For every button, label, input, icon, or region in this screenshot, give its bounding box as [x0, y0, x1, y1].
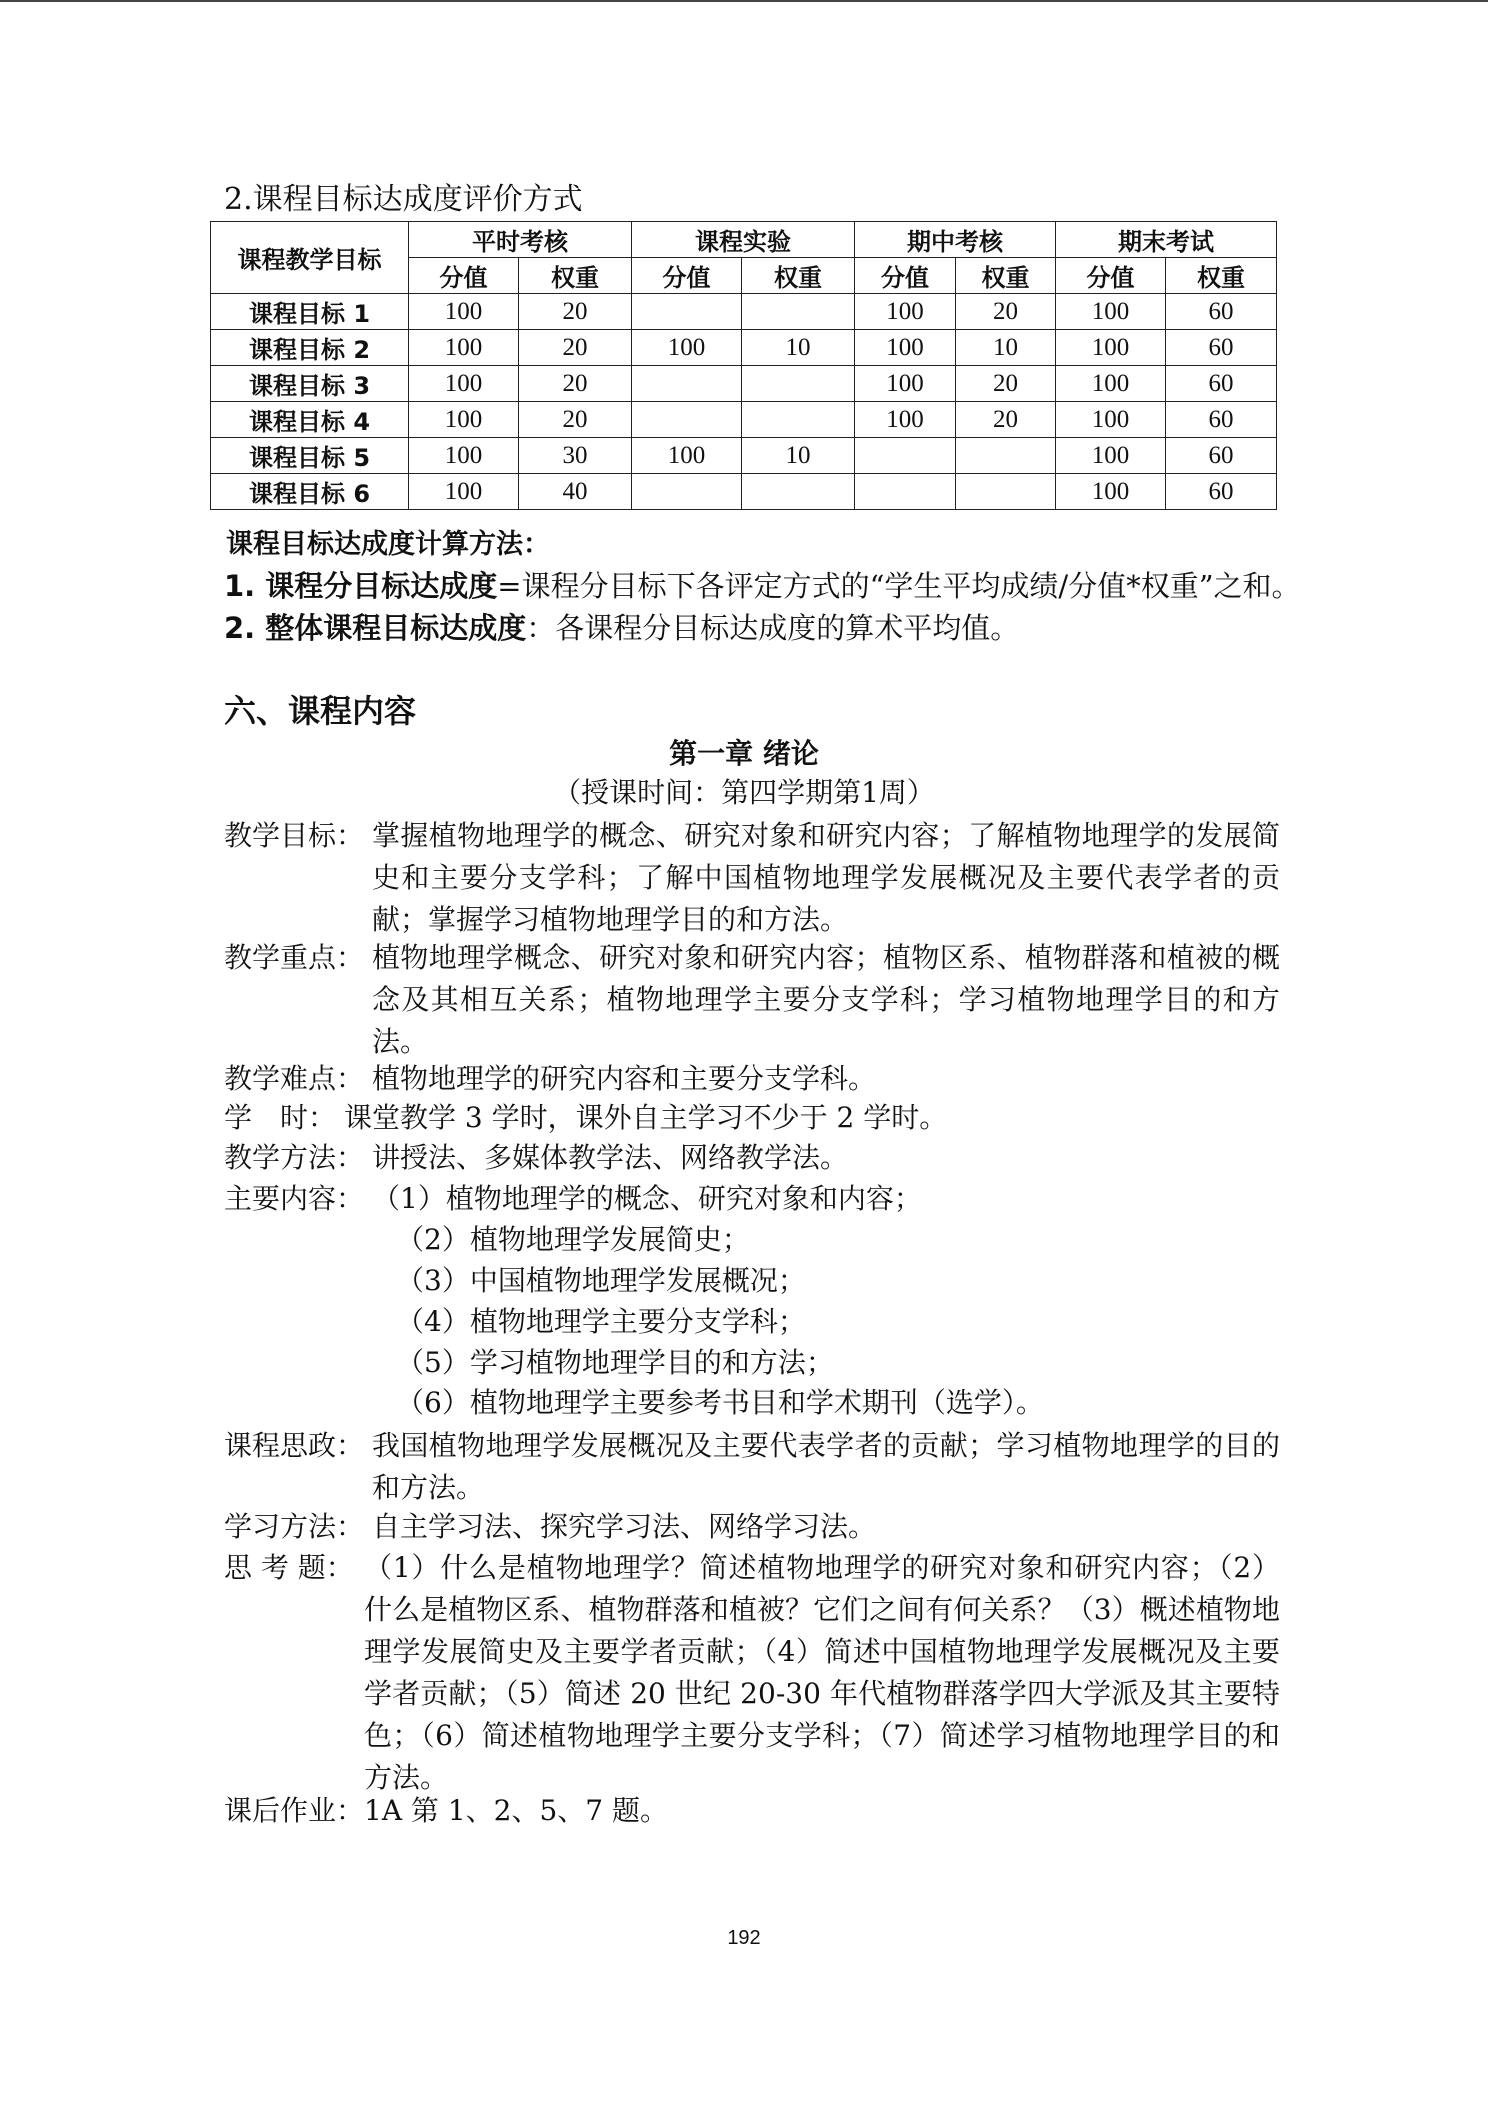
group-header-midterm: 期中考核: [855, 222, 1056, 258]
content-item: （4）植物地理学主要分支学科；: [396, 1305, 806, 1338]
table-row: [211, 330, 1277, 366]
field-value: 植物地理学概念、研究对象和研究内容；植物区系、植物群落和植被的概念及其相互关系；植物地理学主要分支学科；学习植物地理学目的和方法。: [372, 941, 1280, 1058]
table-cell: 100: [409, 366, 519, 402]
subheader-weight: 权重: [742, 258, 855, 294]
table-row: [211, 438, 1277, 474]
table-cell: [632, 474, 742, 510]
table-row: [211, 402, 1277, 438]
table-cell: 100: [1056, 402, 1166, 438]
table-cell: [632, 294, 742, 330]
table-cell: 100: [1056, 366, 1166, 402]
calc-line-2-text: ：各课程分目标达成度的算术平均值。: [526, 611, 1020, 645]
table-cell: 100: [409, 438, 519, 474]
subheader-score: 分值: [409, 258, 519, 294]
table-cell: 20: [519, 294, 632, 330]
field-label: 学习方法：: [224, 1510, 365, 1543]
table-cell: 30: [519, 438, 632, 474]
calc-line-1-term: 1. 课程分目标达成度: [224, 569, 498, 603]
subheader-score: 分值: [855, 258, 956, 294]
section-2-label: 2.课程目标达成度评价方式: [224, 182, 583, 217]
table-corner-header: 课程教学目标: [211, 222, 409, 294]
field-value: 1A 第 1、2、5、7 题。: [364, 1794, 668, 1827]
field-value: 植物地理学的研究内容和主要分支学科。: [372, 1062, 877, 1095]
table-cell: 100: [1056, 330, 1166, 366]
table-row: [211, 294, 1277, 330]
row-label: 课程目标 4: [211, 402, 409, 438]
table-cell: 20: [956, 366, 1056, 402]
calc-method-title: 课程目标达成度计算方法：: [226, 529, 550, 560]
table-cell: 20: [956, 402, 1056, 438]
field-label: 学 时：: [224, 1101, 337, 1134]
table-cell: [632, 402, 742, 438]
table-cell: [632, 366, 742, 402]
calc-line-2-term: 2. 整体课程目标达成度: [224, 611, 527, 645]
row-label: 课程目标 3: [211, 366, 409, 402]
calc-method-line-1: [224, 566, 1301, 606]
field-label: 教学目标：: [224, 819, 365, 852]
subheader-score: 分值: [632, 258, 742, 294]
table-cell: 100: [855, 294, 956, 330]
chapter-time: （授课时间：第四学期第1周）: [553, 776, 935, 809]
field-value: 课堂教学 3 学时，课外自主学习不少于 2 学时。: [344, 1101, 948, 1134]
evaluation-table: [210, 221, 1277, 510]
table-cell: 100: [409, 474, 519, 510]
table-cell: [742, 402, 855, 438]
content-item: （2）植物地理学发展简史；: [396, 1223, 750, 1256]
table-cell: 100: [1056, 474, 1166, 510]
content-item: （5）学习植物地理学目的和方法；: [396, 1346, 834, 1379]
content-item: （6）植物地理学主要参考书目和学术期刊（选学）。: [396, 1386, 1044, 1419]
row-label: 课程目标 2: [211, 330, 409, 366]
content-item: （1）植物地理学的概念、研究对象和内容；: [372, 1182, 922, 1215]
field-value: 我国植物地理学发展概况及主要代表学者的贡献；学习植物地理学的目的和方法。: [372, 1429, 1280, 1504]
field-value: （1）什么是植物地理学？简述植物地理学的研究对象和研究内容；（2）什么是植物区系、植物群落和植被？它们之间有何关系？（3）概述植物地理学发展简史及主要学者贡献；（4）简述中国植物地理学发展概况及主要学者贡献；（5）简述 20 世纪 20-30 年代植物群落学四大学派及其主要特色；（6）简述植物地理学主要分支学科；（7）简述学习植物地理学目的和方法。: [364, 1551, 1280, 1794]
page-top-border: [0, 0, 1488, 2]
page-number: 192: [727, 1927, 761, 1949]
section-6-heading: 六、课程内容: [224, 692, 417, 730]
table-cell: 100: [855, 402, 956, 438]
table-cell: 60: [1166, 438, 1277, 474]
table-cell: 100: [855, 366, 956, 402]
group-header-final: 期末考试: [1056, 222, 1277, 258]
table-cell: 100: [1056, 438, 1166, 474]
table-cell: 20: [956, 294, 1056, 330]
table-cell: [855, 438, 956, 474]
field-value: 掌握植物地理学的概念、研究对象和研究内容；了解植物地理学的发展简史和主要分支学科；了解中国植物地理学发展概况及主要代表学者的贡献；掌握学习植物地理学目的和方法。: [372, 819, 1280, 936]
table-cell: 60: [1166, 330, 1277, 366]
table-cell: 100: [409, 330, 519, 366]
table-cell: 20: [519, 402, 632, 438]
table-cell: 100: [632, 438, 742, 474]
table-cell: 20: [519, 330, 632, 366]
table-cell: [855, 474, 956, 510]
row-label: 课程目标 6: [211, 474, 409, 510]
table-cell: 60: [1166, 474, 1277, 510]
table-cell: [742, 366, 855, 402]
table-cell: 100: [1056, 294, 1166, 330]
field-label: 主要内容：: [224, 1182, 365, 1215]
table-cell: [956, 474, 1056, 510]
table-cell: 100: [632, 330, 742, 366]
subheader-weight: 权重: [1166, 258, 1277, 294]
calc-line-1-text: =课程分目标下各评定方式的“学生平均成绩/分值*权重”之和。: [497, 569, 1301, 603]
table-cell: 60: [1166, 366, 1277, 402]
subheader-weight: 权重: [956, 258, 1056, 294]
table-row: [211, 366, 1277, 402]
calc-method-line-2: [224, 608, 1019, 648]
table-cell: [956, 438, 1056, 474]
table-cell: 60: [1166, 294, 1277, 330]
table-cell: 100: [409, 402, 519, 438]
row-label: 课程目标 5: [211, 438, 409, 474]
field-label: 思 考 题：: [224, 1551, 354, 1584]
group-header-experiment: 课程实验: [632, 222, 855, 258]
row-label: 课程目标 1: [211, 294, 409, 330]
table-group-header-row: [211, 222, 1277, 258]
table-cell: 10: [956, 330, 1056, 366]
table-cell: 60: [1166, 402, 1277, 438]
table-cell: [742, 294, 855, 330]
subheader-weight: 权重: [519, 258, 632, 294]
field-label: 教学方法：: [224, 1141, 365, 1174]
chapter-title: 第一章 绪论: [669, 737, 819, 770]
subheader-score: 分值: [1056, 258, 1166, 294]
field-value: 自主学习法、探究学习法、网络学习法。: [372, 1510, 877, 1543]
group-header-regular: 平时考核: [409, 222, 632, 258]
table-cell: [742, 474, 855, 510]
field-label: 教学难点：: [224, 1062, 365, 1095]
field-label: 教学重点：: [224, 941, 365, 974]
content-item: （3）中国植物地理学发展概况；: [396, 1264, 806, 1297]
field-label: 课后作业：: [224, 1794, 365, 1827]
field-label: 课程思政：: [224, 1429, 365, 1462]
table-cell: 10: [742, 330, 855, 366]
table-cell: 100: [409, 294, 519, 330]
table-cell: 10: [742, 438, 855, 474]
table-cell: 20: [519, 366, 632, 402]
table-cell: 100: [855, 330, 956, 366]
table-row: [211, 474, 1277, 510]
table-cell: 40: [519, 474, 632, 510]
field-value: 讲授法、多媒体教学法、网络教学法。: [372, 1141, 849, 1174]
